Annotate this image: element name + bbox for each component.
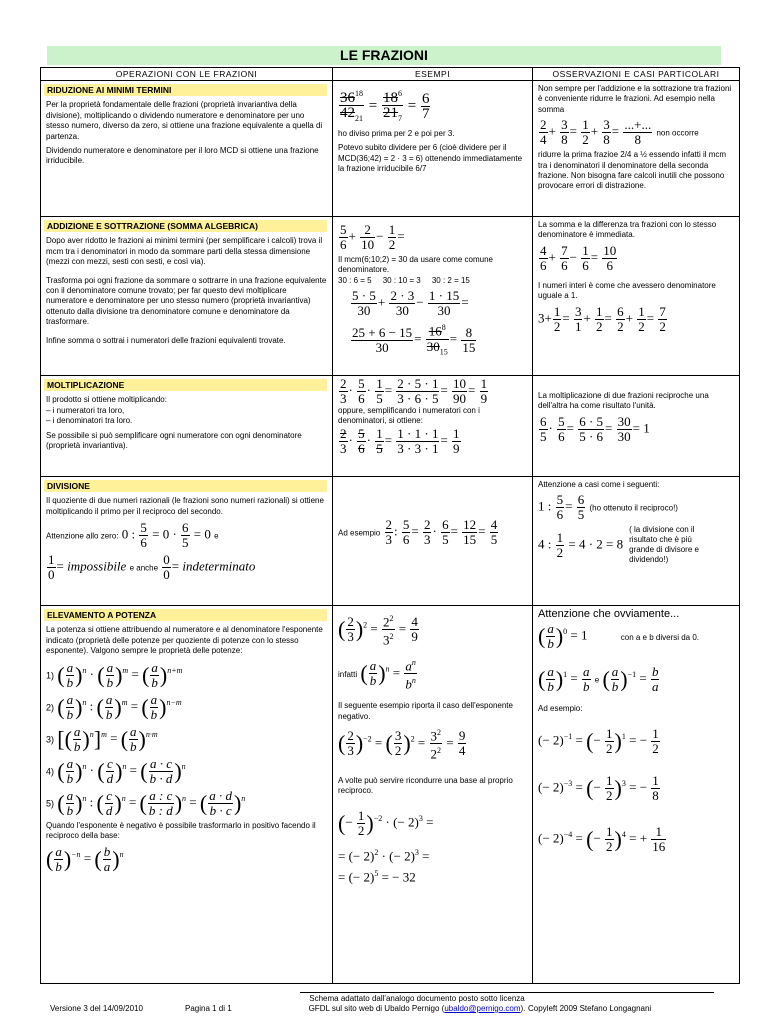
section-heading: DIVISIONE: [44, 480, 327, 492]
example-note: A volte può servire ricondurre una base al proprio reciproco.: [338, 775, 513, 796]
math-negative-example: ( $\frac{2}{3}$ )$^{-2}$ = ( $\frac{3}{2}$ )$^2$ = $\frac{3^2}{2^2}$ = $\frac{9}{4}$: [338, 728, 466, 762]
math-zero-exponent: ( $\frac{a}{b}$ )$^0$ = 1 con a e b diversi da 0.: [538, 621, 700, 652]
observation-text: ridurre la prima frazioe 2/4 a ½ essendo infatti il mcm tra i denominatori il denominatore della seconda frazione. Non bisogna fare calcoli inutili che possono provocare errori di distrazione.: [538, 150, 727, 191]
rule-text: Dividendo numeratore e denominatore per il loro MCD si ottiene una frazione irriducibile.: [46, 146, 319, 166]
math-base-reciprocal-1: (− $\frac{1}{2}$ )$^{-2}$ · (− 2)$^3$ =: [338, 807, 434, 838]
math-property-1: 1) ( $\frac{a}{b}$ )$^n$ · ( $\frac{a}{b}$ )$^m$ = ( $\frac{a}{b}$ )$^{n+m}$: [46, 659, 183, 690]
rule-text: Se possibile si può semplificare ogni numeratore con ogni denominatore (proprietà invariantiva).: [46, 430, 302, 451]
footer-rule: [300, 992, 714, 993]
math-ex-minus3: (− 2)$^{-3}$ = (− $\frac{1}{2}$ )$^3$ = − $\frac{1}{8}$: [538, 772, 659, 803]
math-base-reciprocal-3: = (− 2)$^5$ = − 32: [338, 869, 416, 885]
math-same-denominator: $\frac{4}{6}$ + $\frac{7}{6}$ − $\frac{1}{6}$ = $\frac{10}{6}$: [540, 242, 617, 273]
observation-tail: non occorre: [656, 128, 699, 138]
math-power-example: ( $\frac{2}{3}$ )$^2$ = $\frac{2^2}{3^2}$ = $\frac{4}{9}$: [338, 614, 418, 648]
and-label: e: [594, 675, 600, 685]
rule-text: – i denominatori tra loro.: [46, 416, 133, 426]
rule-text: Dopo aver ridotto le frazioni ai minimi termini (per semplificare i calcoli) trova il mcm tra i denominatori in modo da sommare parti della stessa dimensione (mezzi con mezzi, sesti con sesti, e così via).: [46, 236, 323, 267]
section-heading: ELEVAMENTO A POTENZA: [44, 609, 327, 621]
row-divisione: [41, 477, 740, 606]
math-division-bigger: 4 : $\frac{1}{2}$ = 4 · 2 = 8 ( la divisione con il risultato che è più grande di divisore e dividendo!): [538, 525, 734, 565]
math-negative-exponent: ( $\frac{a}{b}$ )$^{-n}$ = ( $\frac{b}{a}$ )$^n$: [46, 844, 124, 875]
math-division: Ad esempio $\frac{2}{3}$ : $\frac{5}{6}$ = $\frac{2}{3}$ · $\frac{6}{5}$ = $\frac{12}{15}$ = $\frac{4}{5}$: [338, 517, 498, 547]
rule-text: Per la proprietà fondamentale delle frazioni (proprietà invariantiva della divisione), moltiplicando o dividendo numeratore e denominatore per uno stesso numero, diverso da zero, si ottiene una frazione equivalente a quella di partenza.: [46, 100, 323, 141]
example-note: Il mcm(6;10;2) = 30 da usare come comune denominatore.: [338, 255, 493, 275]
section-heading: ADDIZIONE E SOTTRAZIONE (SOMMA ALGEBRICA): [44, 220, 327, 232]
math-result: $\frac{25 + 6 - 15}{30}$ = $\frac{16^8}{30_{15}}$ = $\frac{8}{15}$: [352, 323, 476, 357]
example-note: Potevo subito dividere per 6 (cioè dividere per il MCD(36;42) = 2 · 3 = 6) ottenendo immediatamente la frazione irriducibile 6/7: [338, 143, 523, 174]
rule-text: – i numeratori tra loro,: [46, 405, 125, 415]
math-property-3: 3) [( $\frac{a}{b}$ )$^n$]$^m$ = ( $\frac{a}{b}$ )$^{n\cdot m}$: [46, 723, 158, 754]
rule-text: Il quoziente di due numeri razionali (le frazioni sono numeri razionali) si ottiene moltiplicando il primo per il reciproco del secondo.: [46, 496, 324, 516]
math-property-4: 4) ( $\frac{a}{b}$ )$^n$ · ( $\frac{c}{d}$ )$^n$ = ( $\frac{a \cdot c}{b \cdot d}$ )$^n$: [46, 755, 186, 786]
footer-license-end: ).: [520, 1004, 526, 1013]
header-row: [41, 68, 740, 81]
footer-copyright: Copyleft 2009 Stefano Longagnani: [528, 1004, 652, 1013]
header-examples: ESEMPI: [333, 68, 533, 81]
math-infatti: infatti ( $\frac{a}{b}$ )$^n$ = $\frac{a^n}{b^n}$: [338, 657, 416, 692]
math-ex-minus4: (− 2)$^{-4}$ = (− $\frac{1}{2}$ )$^4$ = + $\frac{1}{16}$: [538, 823, 666, 854]
rule-text: Quando l'esponente è negativo è possibile trasformarlo in positivo facendo il reciproco della base:: [46, 820, 316, 841]
observation-title: Attenzione che ovviamente...: [538, 608, 680, 620]
observation-text: Attenzione a casi come i seguenti:: [538, 480, 660, 489]
math-multiplication: $\frac{2}{3}$ · $\frac{5}{6}$ · $\frac{1}{5}$ = $\frac{2 \cdot 5 \cdot 1}{3 \cdot 6 \cdot 5}$ = $\frac{10}{90}$ = $\frac{1}{9}$: [340, 376, 488, 406]
math-reciprocal-product: $\frac{6}{5}$ · $\frac{5}{6}$ = $\frac{6 \cdot 5}{5 \cdot 6}$ = $\frac{30}{30}$ = 1: [540, 413, 650, 444]
math-sum-example: $\frac{2}{4}$ + $\frac{3}{8}$ = $\frac{1}{2}$ + $\frac{3}{8}$ = ...+... 8 non occorre: [540, 117, 699, 148]
row-riduzione: [41, 81, 740, 217]
math-property-5: 5) ( $\frac{a}{b}$ )$^n$ : ( $\frac{c}{d}$ )$^n$ = ( $\frac{a : c}{b : d}$ )$^n$ = ( $\frac{a \cdot d}{b \cdot c}$ )$^n$: [46, 787, 246, 818]
rule-text: Trasforma poi ogni frazione da sommare o sottrarre in una frazione equivalente con il denominatore comune trovato; per far questo devi moltiplicare numeratore e denominatore per uno stesso numero (proprietà invariantiva) ottenuto dalla divisione tra denominatore comune e denominatore da trasformare.: [46, 275, 327, 327]
example-note: ho diviso prima per 2 e poi per 3.: [338, 129, 455, 138]
footer-page: Pagina 1 di 1: [185, 1004, 232, 1013]
observation-text: I numeri interi è come che avessero denominatore uguale a 1.: [538, 280, 716, 301]
anche-label: e anche: [129, 563, 159, 573]
math-base-reciprocal-2: = (− 2)$^2$ · (− 2)$^3$ =: [338, 847, 430, 863]
observation-note: ( la divisione con il risultato che è più grande di divisore e dividendo!): [629, 525, 699, 565]
row-potenza: [41, 606, 740, 984]
header-operations: OPERAZIONI CON LE FRAZIONI: [41, 68, 333, 81]
footer-license-line1: Schema adattato dall'analogo documento posto sotto licenza: [309, 994, 525, 1003]
math-addition: $\frac{5}{6}$ + $\frac{2}{10}$ − $\frac{1}{2}$ =: [340, 222, 405, 252]
observation-note: (ho ottenuto il reciproco!): [589, 503, 678, 513]
math-impossible: $\frac{1}{0}$ = impossibile e anche $\frac{0}{0}$ = indeterminato: [48, 552, 256, 583]
impossibile-text: impossibile: [67, 558, 127, 574]
rule-text: Il prodotto si ottiene moltiplicando:: [46, 395, 167, 405]
math-simplified: $\frac{2}{3}$ · $\frac{5}{6}$ · $\frac{1}{5}$ = $\frac{1 \cdot 1 \cdot 1}{3 \cdot 3 \cdot 1}$ = $\frac{1}{9}$: [340, 425, 460, 456]
math-reciprocal: 1 : $\frac{5}{6}$ = $\frac{6}{5}$ (ho ottenuto il reciproco!): [538, 492, 678, 523]
observation-text: La somma e la differenza tra frazioni con lo stesso denominatore è immediata.: [538, 220, 717, 240]
observation-text: Ad esempio:: [538, 704, 583, 714]
footer-license: [272, 994, 562, 1014]
footer-license-line2: [272, 1004, 562, 1014]
example-note: 30 : 6 = 5 30 : 10 = 3 30 : 2 = 15: [338, 275, 470, 285]
example-note: Il seguente esempio riporta il caso dell'esponente negativo.: [338, 701, 513, 721]
math-one-exponent: ( $\frac{a}{b}$ )$^1$ = $\frac{a}{b}$ e ( $\frac{a}{b}$ )$^{-1}$ = $\frac{b}{a}$: [538, 664, 659, 695]
page-title: LE FRAZIONI: [47, 46, 721, 65]
row-addizione: [41, 217, 740, 376]
indeterminato-text: indeterminato: [182, 558, 256, 574]
section-heading: RIDUZIONE AI MINIMI TERMINI: [44, 84, 327, 96]
math-ex-minus1: (− 2)$^{-1}$ = (− $\frac{1}{2}$ )$^1$ = − $\frac{1}{2}$: [538, 725, 659, 756]
row-moltiplicazione: [41, 376, 740, 477]
observation-text: La moltiplicazione di due frazioni reciproche una dell'altra ha come risultato l'unità.: [538, 391, 709, 411]
example-note: oppure, semplificando i numeratori con i denominatori, si ottiene:: [338, 406, 480, 426]
example-label: Ad esempio: [338, 528, 381, 538]
footer-version: Versione 3 del 14/09/2010: [50, 1004, 143, 1013]
rule-text: La potenza si ottiene attribuendo al numeratore e al denominatore l'esponente indicato (proprietà delle potenze per quoziente di potenze con lo stesso esponente). Valgono sempre le proprietà delle potenze:: [46, 625, 323, 656]
infatti-label: infatti: [338, 669, 358, 679]
math-integers: 3+ $\frac{1}{2}$ = $\frac{3}{1}$ + $\frac{1}{2}$ = $\frac{6}{2}$ + $\frac{1}{2}$ = $\frac{7}{2}$: [538, 303, 666, 334]
math-equivalent: $\frac{5 \cdot 5}{30}$ + $\frac{2 \cdot 3}{30}$ − $\frac{1 \cdot 15}{30}$ =: [352, 288, 469, 319]
zero-label: Attenzione allo zero:: [46, 531, 119, 541]
math-zero: Attenzione allo zero: 0 : $\frac{5}{6}$ = 0 · $\frac{6}{5}$ = 0 e: [46, 520, 219, 551]
and-label: e: [214, 531, 219, 541]
rule-text: Infine somma o sottrai i numeratori delle frazioni equivalenti trovate.: [46, 335, 286, 345]
fractions-table: [40, 67, 740, 984]
observation-text: Non sempre per l'addizione e la sottrazione tra frazioni è conveniente ridurre le frazioni. Ad esempio nella somma: [538, 84, 732, 114]
footer-email-link[interactable]: ubaldo@pernigo.com: [444, 1004, 521, 1013]
math-property-2: 2) ( $\frac{a}{b}$ )$^n$ : ( $\frac{a}{b}$ )$^m$ = ( $\frac{a}{b}$ )$^{n-m}$: [46, 691, 182, 722]
footer-license-text: GFDL sul sito web di Ubaldo Pernigo (: [308, 1004, 445, 1013]
math-reduction: $\frac{36^{18}}{42_{21}}$ = $\frac{18^6}{21_7}$ = $\frac{6}{7}$: [340, 89, 430, 123]
observation-condition: con a e b diversi da 0.: [620, 632, 700, 642]
section-heading: MOLTIPLICAZIONE: [44, 379, 327, 391]
header-observations: OSSERVAZIONI E CASI PARTICOLARI: [533, 68, 740, 81]
